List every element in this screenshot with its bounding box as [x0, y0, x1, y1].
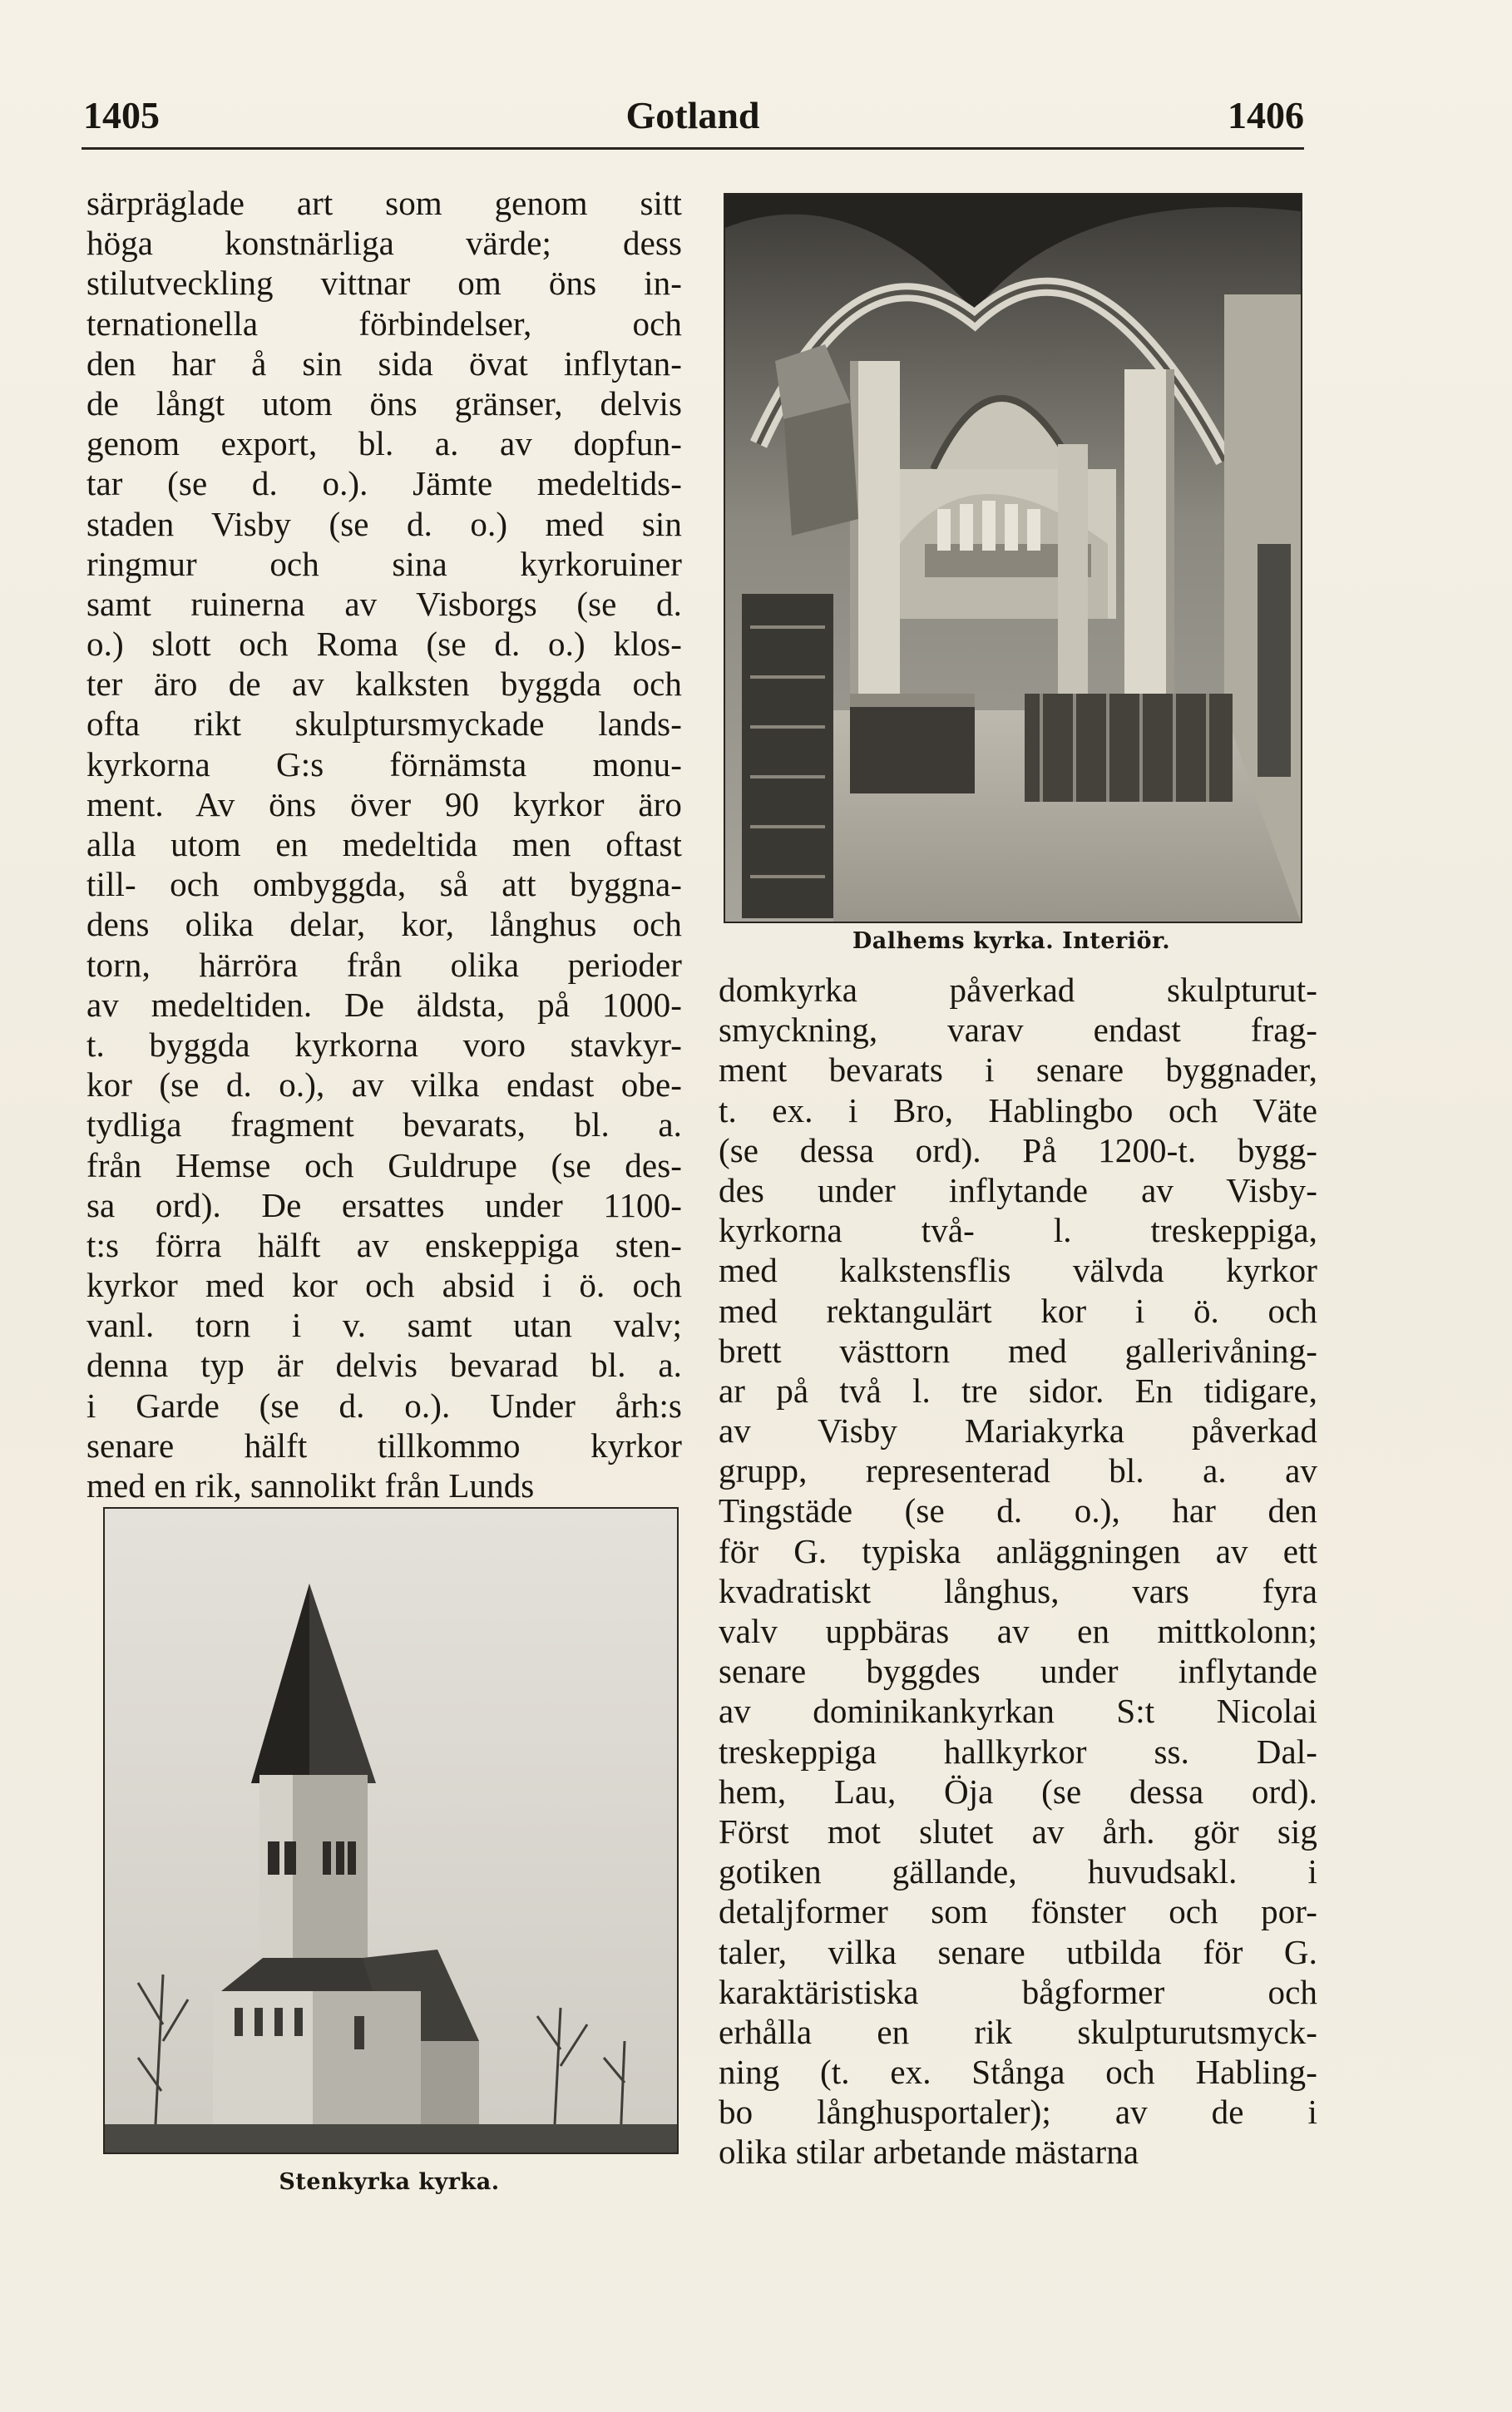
text-line: domkyrka påverkad skulpturut- — [719, 971, 1317, 1009]
text-line: des under inflytande av Visby- — [719, 1170, 1317, 1209]
text-line: Först mot slutet av årh. gör sig — [719, 1811, 1317, 1851]
text-line: ment. Av öns över 90 kyrkor äro — [86, 784, 682, 823]
text-line: samt ruinerna av Visborgs (se d. — [86, 584, 682, 623]
running-title: Gotland — [625, 94, 760, 136]
text-line: de långt utom öns gränser, delvis — [86, 383, 682, 423]
text-line: alla utom en medeltida men oftast — [86, 825, 682, 863]
text-line: genom export, bl. a. av dopfun- — [86, 424, 682, 463]
text-line: tydliga fragment bevarats, bl. a. — [86, 1105, 682, 1144]
text-line: bo långhusportaler); av de i — [719, 2093, 1317, 2132]
text-line: t:s förra hälft av enskeppiga sten- — [86, 1225, 682, 1264]
text-line: den har å sin sida övat inflytan- — [86, 344, 682, 383]
text-line: med rektangulärt kor i ö. och — [719, 1291, 1317, 1330]
text-line: stilutveckling vittnar om öns in- — [86, 264, 682, 303]
text-line: av Visby Mariakyrka påverkad — [719, 1411, 1317, 1451]
text-line: särpräglade art som genom sitt — [86, 184, 682, 222]
text-line: valv uppbäras av en mittkolonn; — [719, 1612, 1317, 1650]
text-line: vanl. torn i v. samt utan valv; — [86, 1306, 682, 1345]
text-line: erhålla en rik skulpturutsmyck- — [719, 2012, 1317, 2051]
right-column-text — [719, 970, 1317, 2172]
text-line: kyrkorna G:s förnämsta monu- — [86, 744, 682, 783]
church-interior-illustration — [725, 195, 1301, 922]
text-line: ternationella förbindelser, och — [86, 304, 682, 343]
text-line: ar på två l. tre sidor. En tidigare, — [719, 1371, 1317, 1410]
text-line: staden Visby (se d. o.) med sin — [86, 504, 682, 543]
text-line: ter äro de av kalksten byggda och — [86, 665, 682, 704]
stenkyrka-church-exterior-photo — [103, 1507, 679, 2154]
stenkyrka-photo-caption: Stenkyrka kyrka. — [279, 2169, 500, 2195]
text-line: t. ex. i Bro, Hablingbo och Väte — [719, 1090, 1317, 1129]
text-line: till- och ombyggda, så att byggna- — [86, 865, 682, 904]
text-line: kvadratiskt långhus, vars fyra — [719, 1571, 1317, 1610]
text-line: grupp, representerad bl. a. av — [719, 1451, 1317, 1490]
text-line: kyrkorna två- l. treskeppiga, — [719, 1211, 1317, 1250]
text-line: brett västtorn med gallerivåning- — [719, 1331, 1317, 1370]
text-line: från Hemse och Guldrupe (se des- — [86, 1145, 682, 1184]
text-line: smyckning, varav endast frag- — [719, 1011, 1317, 1050]
text-line: taler, vilka senare utbilda för G. — [719, 1932, 1317, 1971]
left-column-text — [86, 183, 682, 1505]
text-line: ment bevarats i senare byggnader, — [719, 1050, 1317, 1090]
text-line: olika stilar arbetande mästarna — [719, 2133, 1139, 2172]
text-line: för G. typiska anläggningen av ett — [719, 1531, 1317, 1570]
church-exterior-illustration — [105, 1509, 677, 2153]
text-line: ning (t. ex. Stånga och Habling- — [719, 2053, 1317, 2092]
text-line: med kalkstensflis välvda kyrkor — [719, 1251, 1317, 1290]
text-line: senare hälft tillkommo kyrkor — [86, 1426, 682, 1465]
text-line: (se dessa ord). På 1200-t. bygg- — [719, 1130, 1317, 1169]
text-line: sa ord). De ersattes under 1100- — [86, 1185, 682, 1224]
text-line: o.) slott och Roma (se d. o.) klos- — [86, 625, 682, 664]
text-line: ofta rikt skulptursmyckade lands- — [86, 704, 682, 744]
text-line: Tingstäde (se d. o.), har den — [719, 1491, 1317, 1530]
dalhem-church-interior-photo — [724, 193, 1302, 923]
header-rule — [82, 147, 1304, 150]
page-header — [82, 86, 1304, 150]
text-line: av dominikankyrkan S:t Nicolai — [719, 1692, 1317, 1731]
text-line: av medeltiden. De äldsta, på 1000- — [86, 985, 682, 1024]
text-line: denna typ är delvis bevarad bl. a. — [86, 1346, 682, 1385]
text-line: senare byggdes under inflytande — [719, 1652, 1317, 1691]
text-line: kyrkor med kor och absid i ö. och — [86, 1266, 682, 1305]
text-line: tar (se d. o.). Jämte medeltids- — [86, 464, 682, 503]
text-line: i Garde (se d. o.). Under årh:s — [86, 1386, 682, 1425]
text-line: torn, härröra från olika perioder — [86, 945, 682, 984]
text-line: treskeppiga hallkyrkor ss. Dal- — [719, 1732, 1317, 1771]
text-line: hem, Lau, Öja (se dessa ord). — [719, 1772, 1317, 1811]
text-line: karaktäristiska bågformer och — [719, 1972, 1317, 2011]
text-line: gotiken gällande, huvudsakl. i — [719, 1852, 1317, 1891]
page-number-right: 1406 — [1228, 94, 1304, 136]
text-line: med en rik, sannolikt från Lunds — [86, 1466, 535, 1505]
text-line: t. byggda kyrkorna voro stavkyr- — [86, 1025, 682, 1064]
dalhem-photo-caption: Dalhems kyrka. Interiör. — [852, 928, 1171, 954]
text-line: höga konstnärliga värde; dess — [86, 224, 682, 263]
text-line: dens olika delar, kor, långhus och — [86, 905, 682, 944]
page-number-left: 1405 — [83, 94, 160, 136]
text-line: detaljformer som fönster och por- — [719, 1892, 1317, 1931]
text-line: ringmur och sina kyrkoruiner — [86, 544, 682, 583]
text-line: kor (se d. o.), av vilka endast obe- — [86, 1065, 682, 1105]
